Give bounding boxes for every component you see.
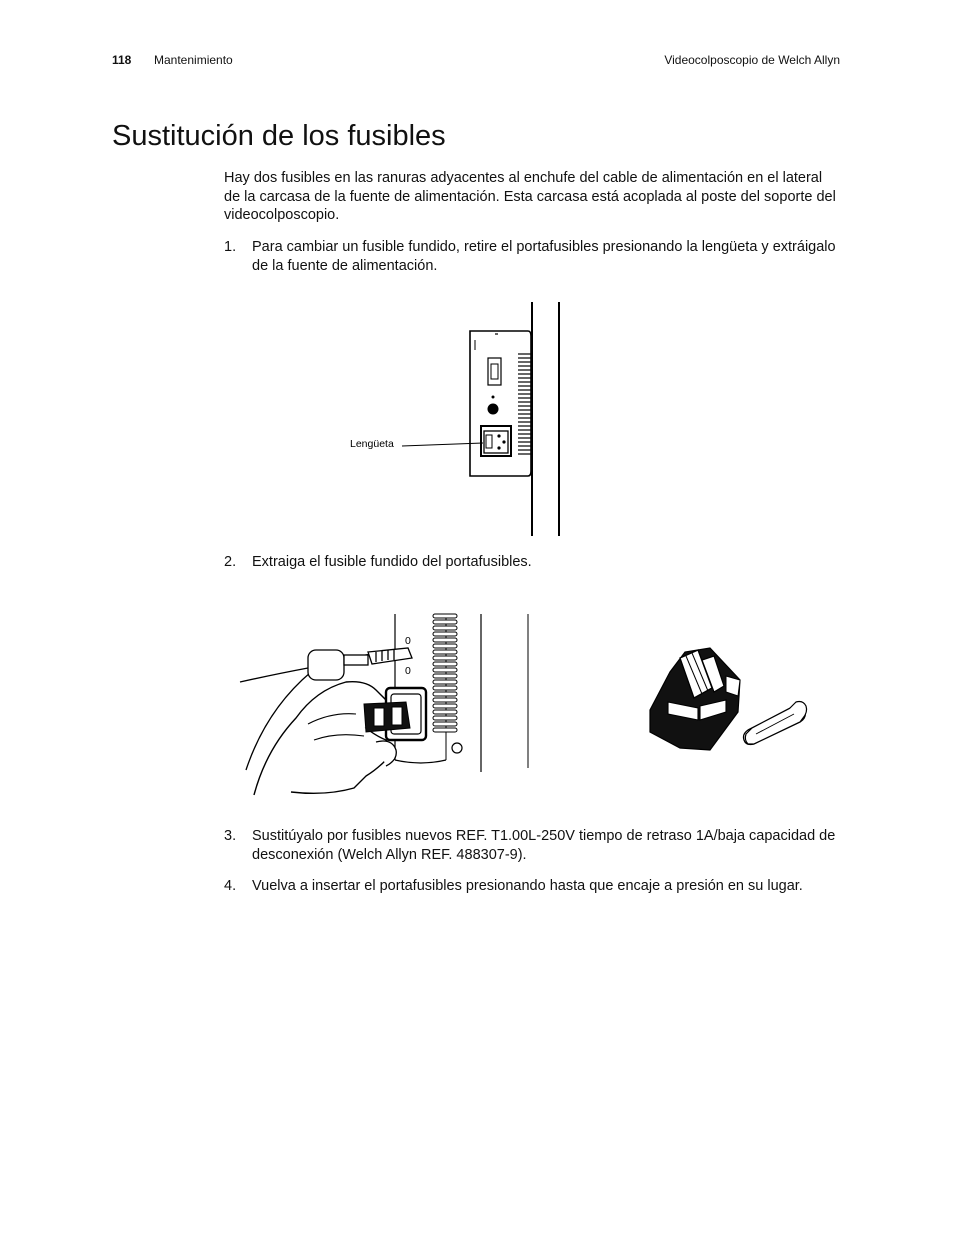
step-text: Para cambiar un fusible fundido, retire el portafusibles presionando la lengüeta y extráigalo de la fuente de alimentación. bbox=[252, 239, 836, 274]
step-text: Vuelva a insertar el portafusibles presionando hasta que encaje a presión en su lugar. bbox=[252, 878, 803, 894]
step-number: 4. bbox=[224, 878, 237, 894]
publication-title: Videocolposcopio de Welch Allyn bbox=[664, 53, 840, 67]
switch-mark-off: 0 bbox=[405, 665, 411, 677]
intro-paragraph: Hay dos fusibles en las ranuras adyacentes al enchufe del cable de alimentación en el lateral de la carcasa de la fuente de alimentación. Esta carcasa está acoplada al poste del soporte del videocolposcopio. bbox=[224, 170, 836, 223]
page-number: 118 bbox=[112, 53, 132, 67]
page-title: Sustitución de los fusibles bbox=[112, 120, 446, 152]
step-text: Sustitúyalo por fusibles nuevos REF. T1.00L-250V tiempo de retraso 1A/baja capacidad de desconexión (Welch Allyn REF. 488307-9). bbox=[252, 828, 836, 863]
figure-remove-holder bbox=[236, 610, 536, 800]
step-number: 2. bbox=[224, 554, 237, 570]
tab-callout-label: Lengüeta bbox=[350, 438, 394, 450]
step-number: 3. bbox=[224, 828, 237, 844]
fuse-icon bbox=[744, 702, 807, 745]
figure-holder-and-fuse bbox=[640, 640, 820, 758]
figure-power-supply bbox=[340, 298, 580, 540]
power-supply-housing-icon bbox=[470, 331, 531, 476]
step-text: Extraiga el fusible fundido del portafusibles. bbox=[252, 554, 532, 570]
support-pole-icon bbox=[532, 302, 559, 536]
hand-removing-fuse-holder-icon bbox=[254, 682, 426, 795]
section-name: Mantenimiento bbox=[154, 53, 233, 67]
step-number: 1. bbox=[224, 239, 237, 255]
fuse-holder-icon bbox=[650, 648, 740, 750]
switch-mark-on: 0 bbox=[405, 635, 411, 647]
